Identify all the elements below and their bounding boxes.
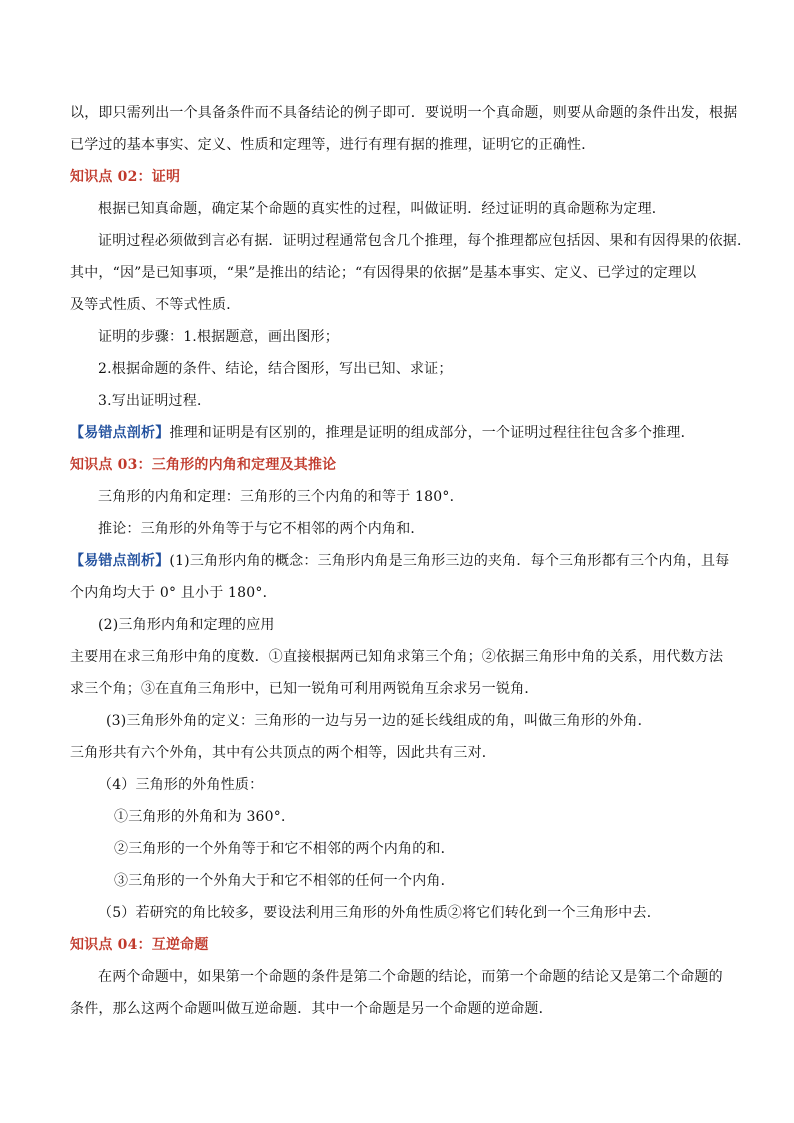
section-label: 知识点 03：: [70, 457, 152, 473]
paragraph-line: （5）若研究的角比较多，要设法利用三角形的外角性质②将它们转化到一个三角形中去．: [98, 905, 661, 921]
paragraph-line: 三角形的内角和定理：三角形的三个内角的和等于 180°．: [98, 489, 464, 505]
proof-step: 证明的步骤：1.根据题意，画出图形；: [98, 329, 339, 345]
paragraph-line: 个内角均大于 0° 且小于 180°．: [70, 585, 277, 601]
paragraph-line: 推论：三角形的外角等于与它不相邻的两个内角和．: [98, 521, 425, 537]
error-analysis-tag: 【易错点剖析】: [70, 553, 170, 569]
section-heading-03: [70, 456, 336, 474]
paragraph-line: (2)三角形内角和定理的应用: [98, 617, 275, 633]
proof-step: 3.写出证明过程．: [98, 393, 212, 409]
section-heading-04: [70, 936, 209, 954]
paragraph-line: 条件，那么这两个命题叫做互逆命题．其中一个命题是另一个命题的逆命题．: [70, 1001, 553, 1017]
section-label: 知识点 02：: [70, 169, 152, 185]
paragraph-line: 在两个命题中，如果第一个命题的条件是第二个命题的结论，而第一个命题的结论又是第二个命题的: [98, 969, 723, 985]
note-line: [70, 552, 729, 570]
proof-step: 2.根据命题的条件、结论，结合图形，写出已知、求证；: [98, 361, 453, 377]
paragraph-line: 求三个角；③在直角三角形中，已知一锐角可利用两锐角互余求另一锐角．: [70, 681, 539, 697]
section-label: 知识点 04：: [70, 937, 152, 953]
property-item: ①三角形的外角和为 360°．: [114, 809, 296, 825]
error-analysis-tag: 【易错点剖析】: [70, 425, 170, 441]
paragraph-line: (3)三角形外角的定义：三角形的一边与另一边的延长线组成的角，叫做三角形的外角．: [106, 713, 652, 729]
paragraph-line: 以，即只需列出一个具备条件而不具备结论的例子即可．要说明一个真命题，则要从命题的条件出发，根据: [70, 105, 738, 121]
property-item: ②三角形的一个外角等于和它不相邻的两个内角的和．: [114, 841, 455, 857]
note-text: 推理和证明是有区别的，推理是证明的组成部分，一个证明过程往往包含多个推理．: [169, 425, 695, 441]
note-line: [70, 424, 695, 442]
section-title: 互逆命题: [151, 937, 209, 953]
property-item: ③三角形的一个外角大于和它不相邻的任何一个内角．: [114, 873, 455, 889]
note-text: (1)三角形内角的概念：三角形内角是三角形三边的夹角．每个三角形都有三个内角，且每: [169, 553, 730, 569]
paragraph-line: 其中，“因”是已知事项，“果”是推出的结论；“有因得果的依据”是基本事实、定义、已学过的定理以: [70, 265, 697, 281]
paragraph-line: 根据已知真命题，确定某个命题的真实性的过程，叫做证明．经过证明的真命题称为定理．: [98, 201, 666, 217]
paragraph-line: （4）三角形的外角性质：: [98, 777, 264, 793]
section-title: 三角形的内角和定理及其推论: [151, 457, 337, 473]
section-heading-02: [70, 168, 180, 186]
paragraph-line: 三角形共有六个外角，其中有公共顶点的两个相等，因此共有三对．: [70, 745, 496, 761]
paragraph-line: 已学过的基本事实、定义、性质和定理等，进行有理有据的推理，证明它的正确性．: [70, 137, 596, 153]
section-title: 证明: [151, 169, 181, 185]
paragraph-line: 证明过程必须做到言必有据．证明过程通常包含几个推理，每个推理都应包括因、果和有因得果的依据．: [98, 233, 752, 249]
paragraph-line: 主要用在求三角形中角的度数．①直接根据两已知角求第三个角；②依据三角形中角的关系，用代数方法: [70, 649, 724, 665]
paragraph-line: 及等式性质、不等式性质．: [70, 297, 241, 313]
